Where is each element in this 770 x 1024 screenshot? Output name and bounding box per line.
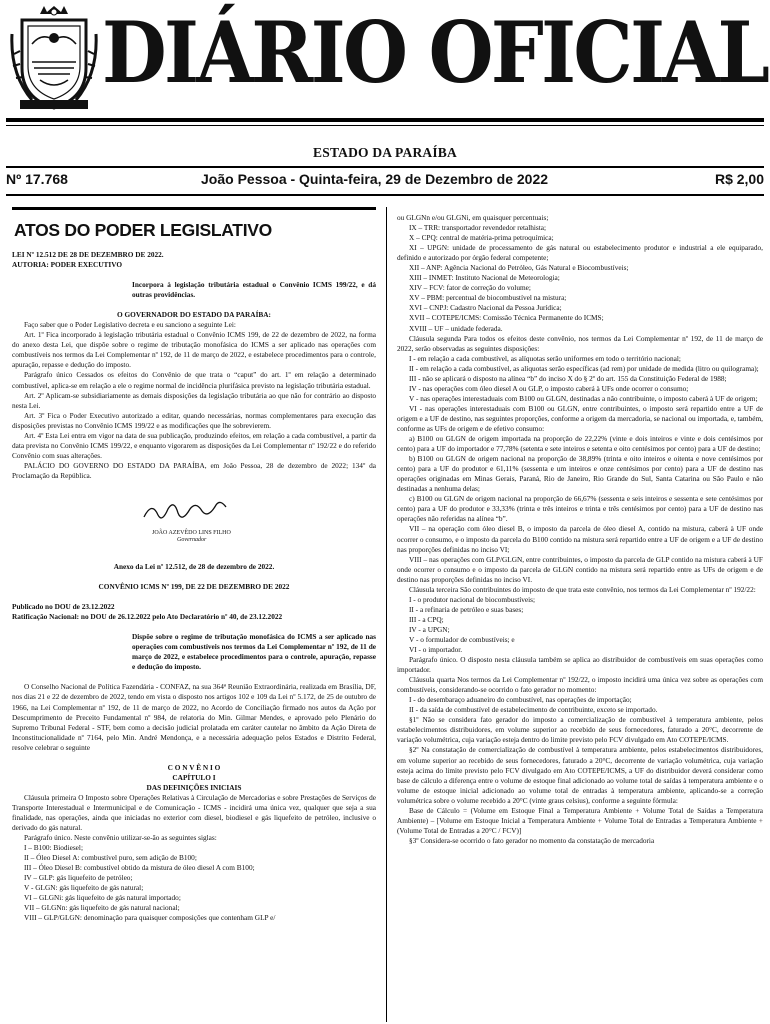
clause-3-item: VI - o importador. — [409, 645, 463, 655]
newspaper-title: DIÁRIO OFICIAL — [102, 3, 768, 102]
convenio-word: C O N V Ê N I O — [167, 762, 221, 772]
calculation-formula: Base de Cálculo = (Volume em Estoque Final a Temperatura Ambiente + Volume Total de Saídas a Temperatura Ambiente) – [Volume em Estoque Inicial a Temperatura Ambiente + Volume Total de Entradas a Temperatura Ambiente + (Volume Total de Entradas a 20°C / FCV)] — [397, 805, 763, 835]
governor-heading: O GOVERNADOR DO ESTADO DA PARAÍBA: — [117, 310, 271, 320]
clause-1: Cláusula primeira O Imposto sobre Operações Relativas à Circulação de Mercadorias e sobre Prestações de Serviços de Transporte Interestadual e Intermunicipal e de Comunicação - ICMS - incidirá uma única vez, qualquer que seja a sua finalidade, nas operações, ainda que iniciadas no exterior com diesel, biodiesel e gás liquefeito de petróleo, inclusive o derivado do gás natural. — [12, 792, 376, 833]
law-number: LEI Nº 12.512 DE 28 DE DEZEMBRO DE 2022. — [12, 250, 164, 259]
clause-2-item: c) B100 ou GLGN de origem nacional na proporção de 66,67% (sessenta e seis inteiros e sessenta e sete centésimos por cento) para a UF do produtor e 33,33% (trinta e três inteiros e trinta e três centésimos por cento) para a UF de destino nas operações não referidas na alínea “b”. — [397, 494, 763, 524]
signer-role: Governador — [177, 537, 207, 544]
definition-item: XI – UPGN: unidade de processamento de gás natural ou estabelecimento produtor e industrial a ele equiparado, definido e autorizado por órgão federal competente; — [397, 243, 763, 263]
definition-item: VIII – GLP/GLGN: denominação para quaisquer composições que contenham GLP e/ — [24, 913, 276, 923]
ratification-line: Ratificação Nacional: no DOU de 26.12.2022 pelo Ato Declaratório nº 40, de 23.12.2022 — [12, 612, 283, 622]
left-column — [12, 207, 376, 923]
governor-signature-icon — [140, 499, 230, 523]
law-author: AUTORIA: PODER EXECUTIVO — [12, 260, 122, 270]
column-divider — [386, 207, 387, 1022]
clause-3-item: V - o formulador de combustíveis; e — [409, 634, 515, 644]
clause-2-item: VI - nas operações interestaduais com B100 ou GLGN, entre contribuintes, o imposto será repartido entre a UF de origem e a UF de destino, nas seguintes proporções, conforme a origem da mercadoria, se nacional ou importada, e, também, conforme as UFs de origem e de efetivo consumo: — [397, 403, 763, 433]
definition-item: III – Óleo Diesel B: combustível obtido da mistura de óleo diesel A com B100; — [24, 863, 255, 873]
definition-item: II – Óleo Diesel A: combustível puro, sem adição de B100; — [24, 853, 197, 863]
chapter-heading: CAPÍTULO I — [172, 772, 216, 782]
definition-item: XV – PBM: percentual de biocombustível na mistura; — [409, 293, 567, 303]
article-1-paragraph: Parágrafo único Cessados os efeitos do Convênio de que trata o “caput” do art. 1º em relação a determinado combustível, aplica-se em relação a ele o regime normal de incidência plurifásica previsto na legislação tributária estadual. — [12, 370, 376, 390]
masthead — [0, 0, 770, 115]
definition-item: IV – GLP: gás liquefeito de petróleo; — [24, 873, 133, 883]
clause-2-item: II - em relação a cada combustível, as alíquotas serão específicas (ad rem) por unidade de medida (litro ou quilograma); — [409, 363, 759, 373]
clause-1-paragraph: Parágrafo único. Neste convênio utilizar-se-ão as seguintes siglas: — [24, 833, 217, 843]
definition-item: I – B100: Biodiesel; — [24, 843, 83, 853]
article-1: Art. 1º Fica incorporado à legislação tributária estadual o Convênio ICMS 199, de 22 de dezembro de 2022, na forma do anexo desta Lei, que dispõe sobre o regime de tributação monofásica do ICMS a ser aplicado nas operações com combustíveis nos termos da Lei Complementar nº 192, de 11 de março de 2022, e estabelece procedimentos para o controle, apuração, repasse e dedução do imposto. — [12, 330, 376, 370]
palacio-line: PALÁCIO DO GOVERNO DO ESTADO DA PARAÍBA, em João Pessoa, 28 de dezembro de 2022; 134º da Proclamação da República. — [12, 460, 376, 480]
edition-price: R$ 2,00 — [714, 171, 764, 187]
clause-3: Cláusula terceira São contribuintes do imposto de que trata este convênio, nos termos da Lei Complementar nº 192/22: — [409, 584, 756, 594]
definition-item: XIV – FCV: fator de correção do volume; — [409, 283, 531, 293]
definition-item: X – CPQ: central de matéria-prima petroquímica; — [409, 233, 554, 243]
clause-2-item: IV - nas operações com óleo diesel A ou GLP, o imposto caberá à UFs onde ocorrer o consumo; — [409, 383, 689, 393]
definition-item: XVII – COTEPE/ICMS: Comissão Técnica Permanente do ICMS; — [409, 313, 604, 323]
clause-3-item: IV - a UPGN; — [409, 624, 450, 634]
clause-3-item: III - a CPQ; — [409, 614, 444, 624]
clause-2: Cláusula segunda Para todos os efeitos deste convênio, nos termos da Lei Complementar nº 192, de 11 de março de 2022, serão observadas as seguintes disposições: — [397, 333, 763, 353]
clause-3-paragraph: Parágrafo único. O disposto nesta cláusula também se aplica ao distribuidor de combustíveis em suas operações como importador. — [397, 655, 763, 675]
clause-2-item: VII – na operação com óleo diesel B, o imposto da parcela de óleo diesel A, contido na mistura, caberá à UF onde ocorrer o consumo, e o imposto da parcela do B100 contido na mistura será repartido entre a UF de origem e a UF de destino nas proporções definidas no inciso VI; — [397, 524, 763, 554]
paraiba-coat-of-arms-icon — [10, 4, 98, 112]
signer-name: JOÃO AZEVÊDO LINS FILHO — [152, 530, 231, 537]
edition-number: Nº 17.768 — [6, 171, 68, 187]
clause-2-item: a) B100 ou GLGN de origem importada na proporção de 22,22% (vinte e dois inteiros e vinte e dois centésimos por cento) para a UF do importador e 77,78% (setenta e sete inteiros e setenta e oito centésimos por cento) para a UF de destino; — [397, 434, 763, 454]
clause-2-item: b) B100 ou GLGN de origem nacional na proporção de 38,89% (trinta e oito inteiros e oitenta e nove centésimos por cento) para a UF do produtor e 61,11% (sessenta e um inteiros e onze centésimos por cento) para a UF de destino nas operações originadas em Minas Gerais, Paraná, Rio de Janeiro, Rio Grande do Sul, Santa Catarina ou São Paulo e não destinadas a nenhuma delas; — [397, 454, 763, 494]
clause-4-paragraph-1: §1º Não se considera fato gerador do imposto a comercialização de combustível à temperatura ambiente, pelos estabelecimentos distribuidores, em volume superior ao recebido de seus fornecedores, faturado a 20°C, decorrente de variação volumétrica, cuja variação esteja dentro do limite previsto pelo FCV divulgado em Ato COTEPE/ICMS. — [397, 715, 763, 745]
definition-item: XVIII – UF – unidade federada. — [409, 323, 503, 333]
confaz-preamble: O Conselho Nacional de Política Fazendária - CONFAZ, na sua 364ª Reunião Extraordinária, realizada em Brasília, DF, nos dias 21 e 22 de dezembro de 2022, tendo em vista o disposto nos artigos 102 e 109 da Lei nº 5.172, de 25 de outubro de 1966, na Lei Complementar nº 192, de 11 de março de 2022, no Acordo de Conciliação firmado nos autos da Ação por Descumprimento de Preceito Fundamental nº 984, de relatoria do Min. Gilmar Mendes, e aprovado pelo Plenário do Supremo Tribunal Federal - STF, bem como a decisão judicial prolatada em caráter cautelar no âmbito da Ação Direta de Inconstitucionalidade nº 7164, pelo Min. André Mendonça, e a necessária adequação pelos Estados e Distrito Federal, resolve celebrar o seguinte — [12, 682, 376, 752]
definition-item: VI – GLGNi: gás liquefeito de gás natural importado; — [24, 893, 181, 903]
definition-item: V - GLGN: gás liquefeito de gás natural; — [24, 883, 144, 893]
state-name: ESTADO DA PARAÍBA — [313, 145, 457, 160]
article-4: Art. 4º Esta Lei entra em vigor na data de sua publicação, produzindo efeitos, em relação a cada combustível, a partir da data prevista no Convênio ICMS 199/22, e enquanto vigorarem as disposições da Lei Complementar nº 192/22 e do referido Convênio com suas alterações. — [12, 430, 376, 460]
convenio-ementa: Dispõe sobre o regime de tributação monofásica do ICMS a ser aplicado nas operações com combustíveis nos termos da Lei Complementar nº 192, de 11 de março de 2022, e estabelece procedimentos para o controle, apuração, repasse e dedução do imposto. — [132, 632, 376, 672]
right-column — [397, 213, 763, 846]
published-line: Publicado no DOU de 23.12.2022 — [12, 602, 115, 612]
edition-info-bar — [6, 168, 764, 192]
definition-item: XVI – CNPJ: Cadastro Nacional da Pessoa Jurídica; — [409, 303, 562, 313]
masthead-rule-thin — [6, 125, 764, 126]
clause-4-item: I - do desembaraço aduaneiro do combustível, nas operações de importação; — [409, 695, 632, 705]
clause-3-item: I - o produtor nacional de biocombustíveis; — [409, 594, 536, 604]
definition-item: VII – GLGNn: gás liquefeito de gás natural nacional; — [24, 903, 180, 913]
clause-2-item: I - em relação a cada combustível, as alíquotas serão uniformes em todo o território nacional; — [409, 353, 681, 363]
law-intro: Faço saber que o Poder Legislativo decreta e eu sanciono a seguinte Lei: — [24, 320, 236, 330]
clause-3-item: II - a refinaria de petróleo e suas bases; — [409, 604, 524, 614]
definition-continuation: ou GLGNn e/ou GLGNi, em quaisquer percentuais; — [397, 213, 549, 222]
masthead-rule — [6, 118, 764, 122]
infobar-bottom-rule — [6, 194, 764, 196]
clause-4-paragraph-2: §2º Na constatação de comercialização de combustível à temperatura ambiente, pelos estabelecimentos distribuidores, em volume superior ao recebido de seus fornecedores, faturado a 20°C, decorrente de variação volumétrica, cuja variação esteja acima do limite previsto pelo FCV divulgado em Ato COTEPE/ICMS, a UF do distribuidor deverá considerar como base de cálculo a diferença entre o volume de estoque final adicionado ao volume total de saídas à temperatura ambiente e o volume de estoque inicial adicionado ao volume total de entradas à temperatura ambiente, aplicando-se a correção volumétrica sobre o volume recebido a 20°C (vinte graus celsius), conforme a seguinte fórmula: — [397, 745, 763, 805]
chapter-title: DAS DEFINIÇÕES INICIAIS — [146, 782, 242, 792]
clause-4-paragraph-3: §3º Considera-se ocorrido o fato gerador no momento da constatação de mercadoria — [409, 835, 655, 845]
clause-2-item: VIII – nas operações com GLP/GLGN, entre contribuintes, o imposto da parcela de GLP contido na mistura caberá à UF onde ocorrer o consumo e o imposto da parcela de GLGN contido na mistura será repartido entre as UFs de origem e de destino nas proporções definidas no inciso VI. — [397, 554, 763, 584]
definition-item: XII – ANP: Agência Nacional do Petróleo, Gás Natural e Biocombustíveis; — [409, 263, 629, 273]
convenio-heading: CONVÊNIO ICMS Nº 199, DE 22 DE DEZEMBRO DE 2022 — [98, 582, 290, 592]
clause-4-item: II - da saída de combustível de estabelecimento de contribuinte, exceto se importado. — [409, 705, 658, 715]
definition-item: IX – TRR: transportador revendedor retalhista; — [409, 223, 547, 233]
law-ementa: Incorpora à legislação tributária estadual o Convênio ICMS 199/22, e dá outras providências. — [132, 280, 376, 300]
article-2: Art. 2º Aplicam-se subsidiariamente as demais disposições da legislação tributária ao que não for contrário ao disposto nesta Lei. — [12, 390, 376, 410]
clause-2-item: V - nas operações interestaduais com B100 ou GLGN, destinadas a não contribuinte, o imposto caberá à UF de origem; — [409, 393, 758, 403]
clause-2-item: III - não se aplicará o disposto na alínea “b” do inciso X do § 2º do art. 155 da Constituição Federal de 1988; — [409, 373, 727, 383]
anexo-heading: Anexo da Lei nº 12.512, de 28 de dezembro de 2022. — [113, 562, 275, 572]
section-heading: ATOS DO PODER LEGISLATIVO — [12, 207, 376, 244]
article-3: Art. 3º Fica o Poder Executivo autorizado a editar, quando necessárias, normas complementares para execução das disposições previstas no Convênio ICMS 199/22 e as modificações que lhe sobrevierem. — [12, 410, 376, 430]
edition-place-date: João Pessoa - Quinta-feira, 29 de Dezembro de 2022 — [201, 171, 549, 187]
definition-item: XIII – INMET: Instituto Nacional de Meteorologia; — [409, 273, 560, 283]
clause-4: Cláusula quarta Nos termos da Lei Complementar nº 192/22, o imposto incidirá uma única vez sobre as operações com combustíveis, considerando-se ocorrido o fato gerador no momento: — [397, 675, 763, 695]
